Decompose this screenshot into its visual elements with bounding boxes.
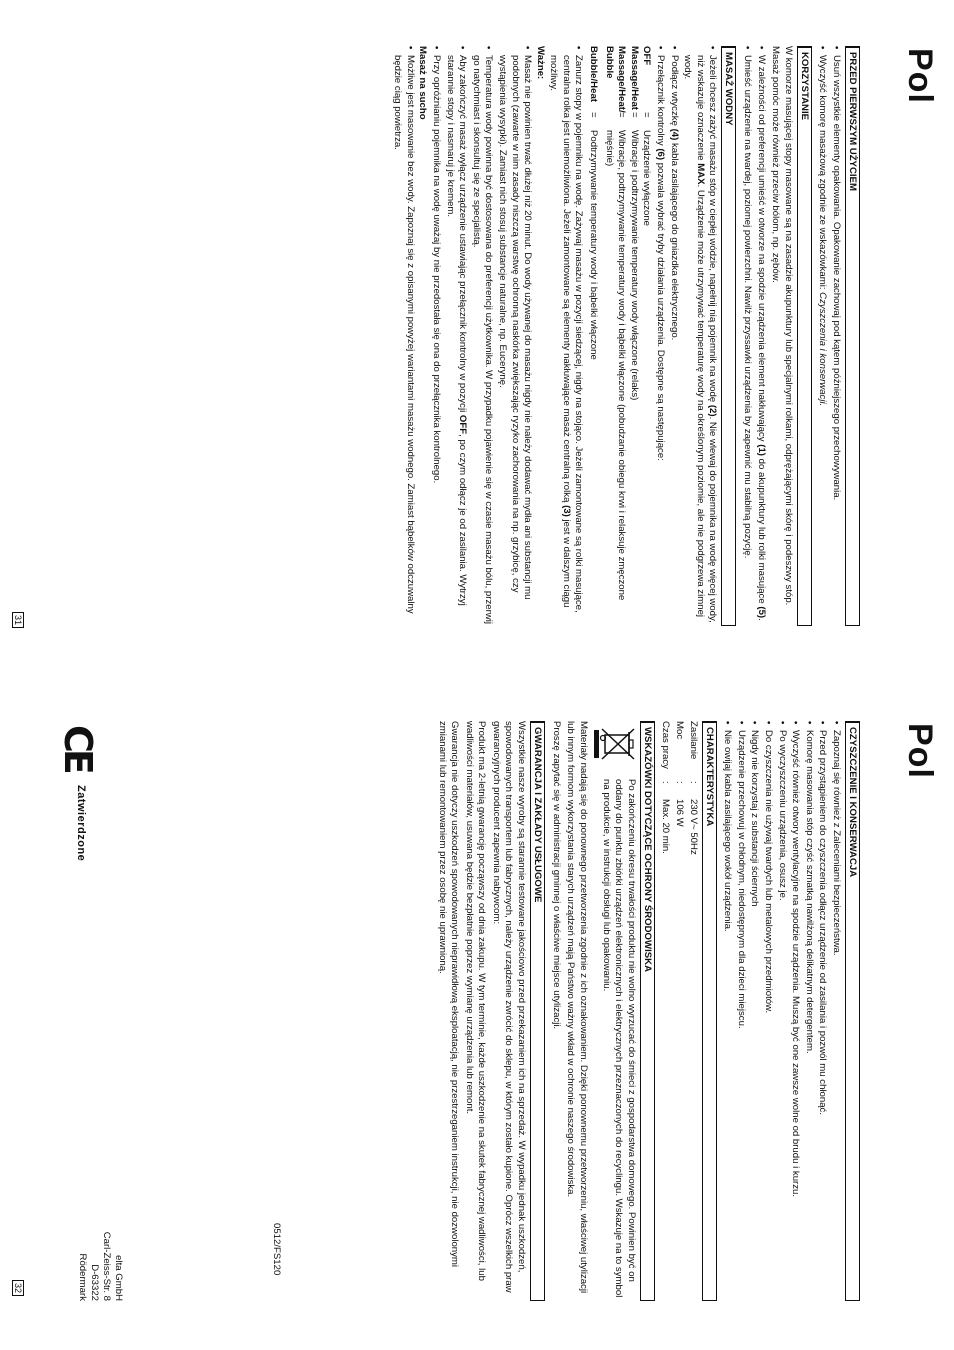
- mode-eq: =: [616, 112, 628, 118]
- mode-key: Bubble/Heat: [588, 46, 600, 102]
- list-item: • Wyczyść komorę masażową zgodnie ze wskazówkami: Czyszczenia i konserwacji.: [816, 46, 829, 626]
- list-item: • Temperatura wody powinna być dostosowana do preferencji użytkownika. W przypadku pojawienie się w czasie masażu bólu, przerwij go natychmiast i skonsultuj się ze specjalistą.: [469, 46, 494, 626]
- language-title: Pol: [901, 48, 939, 104]
- section-heading-cleaning: CZYSZCZENIE I KONSERWACJA: [845, 721, 860, 1301]
- list-item: • Wyczyść również otwory wentylacyjne na spodzie urządzenia. Muszą być one zawsze wolne od brudu i kurzu.: [789, 721, 802, 1301]
- page-31-content: [390, 46, 864, 626]
- paragraph: Produkt ma 2-letnią gwarancję począwszy od dnia zakupu. W tym terminie, każde uszkodzenie na skutek fabrycznej wadliwości, lub wadliwości materiałów, usuwana będzie bezpłatnie poprzez wymianę urządzenia lub remont.: [463, 721, 488, 1281]
- list-item: • Nie owijaj kabla zasilającego wokół urządzenia.: [721, 721, 734, 1301]
- page-32-content: [433, 721, 864, 1301]
- list-item: • Nigdy nie korzystaj z substancji ściernych: [748, 721, 761, 1301]
- address-line: D-63322 Rödermark: [77, 1253, 100, 1301]
- recycle-text: Po zakończeniu okresu trwałości produktu nie wolno wyrzucać do śmieci z gospodarstwa domowego. Powinien być on oddany do punktu zbiórki urządzeń elektronicznych i elektrycznych przeznaczonych do recyclingu. Wskazuje na to symbol na produkcie, w instrukcji obsługi lub opakowaniu.: [600, 779, 637, 1298]
- mode-desc: Wibracje, podtrzymywanie temperatury wody i bąbelki włączone (pobudzanie obiegu krwi i relaksuje zmęczone mięśnie): [603, 130, 628, 601]
- list-item: • Zapoznaj się również z Zaleceniami bezpieczeństwa.: [829, 721, 842, 1301]
- list-item: • Aby zakończyć masaż wyłącz urządzenie ustawiając przełącznik kontrolny w pozycji OFF, po czym odłącz je od zasilania. Wytrzyj starannie stopy i nasmaruj je kremem.: [443, 46, 468, 626]
- mode-eq: =: [588, 112, 600, 118]
- section-heading-specifications: CHARAKTERYSTYKA: [702, 721, 717, 1301]
- mode-list: [602, 46, 652, 626]
- list-item: • Masaż nie powinien trwać dłużej niż 20 minut. Do wody używanej do masażu nigdy nie należy dodawać mydła ani substancji mu podobnych (zawarte w nim zasady niszczą warstwę ochronną naskórka zwiększając ryzyko zachorowania na np. grzybicę, czy wystąpienia wysypki). Zamiast nich stosuj substancje naturalne, np. Eucerynę.: [495, 46, 533, 626]
- mode-eq: =: [641, 112, 653, 118]
- crossed-bin-icon: [593, 721, 637, 767]
- list-item: • Urządzenie przechowuj w chłodnym, niedostępnym dla dzieci miejscu.: [734, 721, 747, 1301]
- list-item: • Podłącz wtyczkę (4) kabla zasilającego do gniazdka elektrycznego.: [667, 46, 680, 626]
- address-line: Carl-Zeiss-Str. 8: [101, 1231, 112, 1301]
- list-item: • Jeżeli chcesz zażyć masażu stóp w ciepłej wódzie, napełnij nią pojemnik na wodę (2). Nie wlewaj do pojemnika na wodę więcej wody, niż wskazuje oznaczenie MAX. Urządzenie może utrzymywać temperaturę wody na określonym poziomie, ale nie podgrzewa zimnej wody.: [681, 46, 719, 626]
- list-item: • Przed przystąpieniem do czyszczenia odłącz urządzenie od zasilania i pozwól mu chłonąć.: [816, 721, 829, 1301]
- mode-desc: Urządzenie wyłączone: [641, 130, 653, 226]
- list-item: • Przełącznik kontrolny (6) pozwala wybrać tryby działania urządzenia. Dostępne są następujące:: [653, 46, 666, 626]
- language-title: Pol: [901, 723, 939, 779]
- list-item: • Możliwe jest masowanie bez wody. Zapoznaj się z opisanymi powyżej wariantami masażu wodnego. Zamiast bąbelków odczuwalny będzie ciąg powietrza.: [391, 46, 416, 626]
- ce-mark: CE: [56, 725, 100, 771]
- spec-row: Zasilanie : 230 V~ 50Hz: [687, 721, 699, 855]
- section-heading-water-massage: MASAŻ WODNY: [721, 46, 736, 626]
- paragraph: Gwarancja nie dotyczy uszkodzeń spowodowanych nieprawidłową eksploatacją, nie przestrzeganiem instrukcji, nie dozwolonymi zmianami lub remontowaniem przez osobę nie uprawnioną.: [436, 721, 461, 1268]
- paragraph: Materiały nadają się do ponownego przetworzenia zgodnie z ich oznakowaniem. Dzięki ponownemu przetworzeniu, właściwej utylizacji lub innym formom wykorzystania starych urządzeń mają Państwo ważny wkład w ochronie naszego środowiska.: [565, 721, 589, 1294]
- section-heading-warranty: GWARANCJA I ZAKŁADY USŁUGOWE: [530, 721, 545, 1301]
- list-item: • Usuń wszystkie elementy opakowania. Opakowanie zachowaj pod kątem późniejszego przechowywania.: [829, 46, 842, 626]
- list-item: • Umieść urządzenie na twardej, poziomej powierzchni. Nawilż przyssawki urządzenia by zapewnić mu stabilną pozycję.: [740, 46, 753, 626]
- address-line: elta GmbH: [113, 1255, 124, 1301]
- manufacturer-address: [76, 1223, 124, 1301]
- page-32: [0, 675, 954, 1350]
- page-number: 31: [12, 612, 24, 628]
- mode-bubble-heat: [587, 46, 600, 626]
- list-item: • Po wyczyszczeniu urządzenia, osusz je.: [775, 721, 788, 1301]
- paragraph: Proszę zapytać się w administracji gminnej o właściwe miejsce utylizacji.: [550, 721, 562, 1030]
- mode-key: Massage/Heat/ Bubble: [603, 46, 628, 113]
- mode-desc: Wibracje i podtrzymywanie temperatury wody włączone (relaks): [628, 130, 640, 401]
- section-heading-before-first-use: PRZED PIERWSZYM UŻYCIEM: [845, 46, 860, 626]
- spec-row: Moc : 106 W: [674, 721, 686, 827]
- list-item: • Komorę masowania stóp czyść szmatką nawilżoną delikatnym detergentem.: [802, 721, 815, 1301]
- list-item: • W zależności od preferencji umieść w otworze na spodzie urządzenia element nakłuwający (1) do akupunktury lub rolki masujące (5).: [754, 46, 767, 626]
- subheading-dry-massage: Masaż na sucho: [417, 46, 429, 120]
- list-item: • Do czyszczenia nie używaj twardych lub metalowych przedmiotów.: [761, 721, 774, 1301]
- mode-eq: =: [628, 112, 640, 118]
- spec-row: Czas pracy : Max. 20 min.: [660, 721, 672, 854]
- mode-desc: Podtrzymywanie temperatury wody i bąbelki włączone: [588, 130, 600, 360]
- important-label: Ważne:: [534, 46, 546, 80]
- list-item: • Zanurz stopy w pojemniku na wodę. Zażywaj masażu w pozycji siedzącej, nigdy na stojąco. Jeżeli zamontowane są rolki masujące, centralna rolka jest uniemożliwiona. Jeżeli zamontowane są elementy nakłuwające masaż centralną rolką (3) jest w dalszym ciągu możliwy.: [547, 46, 585, 626]
- page-number: 32: [12, 1280, 24, 1296]
- mode-key: Massage/Heat: [628, 46, 640, 110]
- paragraph: Wszystkie nasze wyroby są starannie testowane jakościowo przed przekazaniem ich na sprzedaż. W wypadku jednak uszkodzeń, spowodowanych transportem lub fabrycznych, należy urządzenie zwrócić do sklepu, w którym zostało kupione. Oprócz wszelkich praw gwarancyjnych producent zapewnia nabywcom:: [490, 721, 528, 1293]
- model-code: 0512/FS120: [271, 1223, 282, 1276]
- section-heading-environment: WSKAZÓWKI DOTYCZĄCE OCHRONY ŚRODOWISKA: [640, 721, 655, 1301]
- mode-key: OFF: [641, 46, 653, 66]
- list-item: • Przy opróżnianiu pojemnika na wodę uważaj by nie przedostała się ona do przełącznika kontrolnego.: [429, 46, 442, 626]
- approved-label: Zatwierdzone: [75, 785, 87, 862]
- paragraph: W komorze masującej stopy masowane są na zasadzie akupunktury lub specjalnymi rolkami, odprężającymi skórę i podeszwy stóp. Masaż pomóc może również przeciw bólom, np. zębów.: [770, 46, 794, 606]
- section-heading-usage: KORZYSTANIE: [797, 46, 812, 626]
- recycle-note: [593, 721, 637, 1301]
